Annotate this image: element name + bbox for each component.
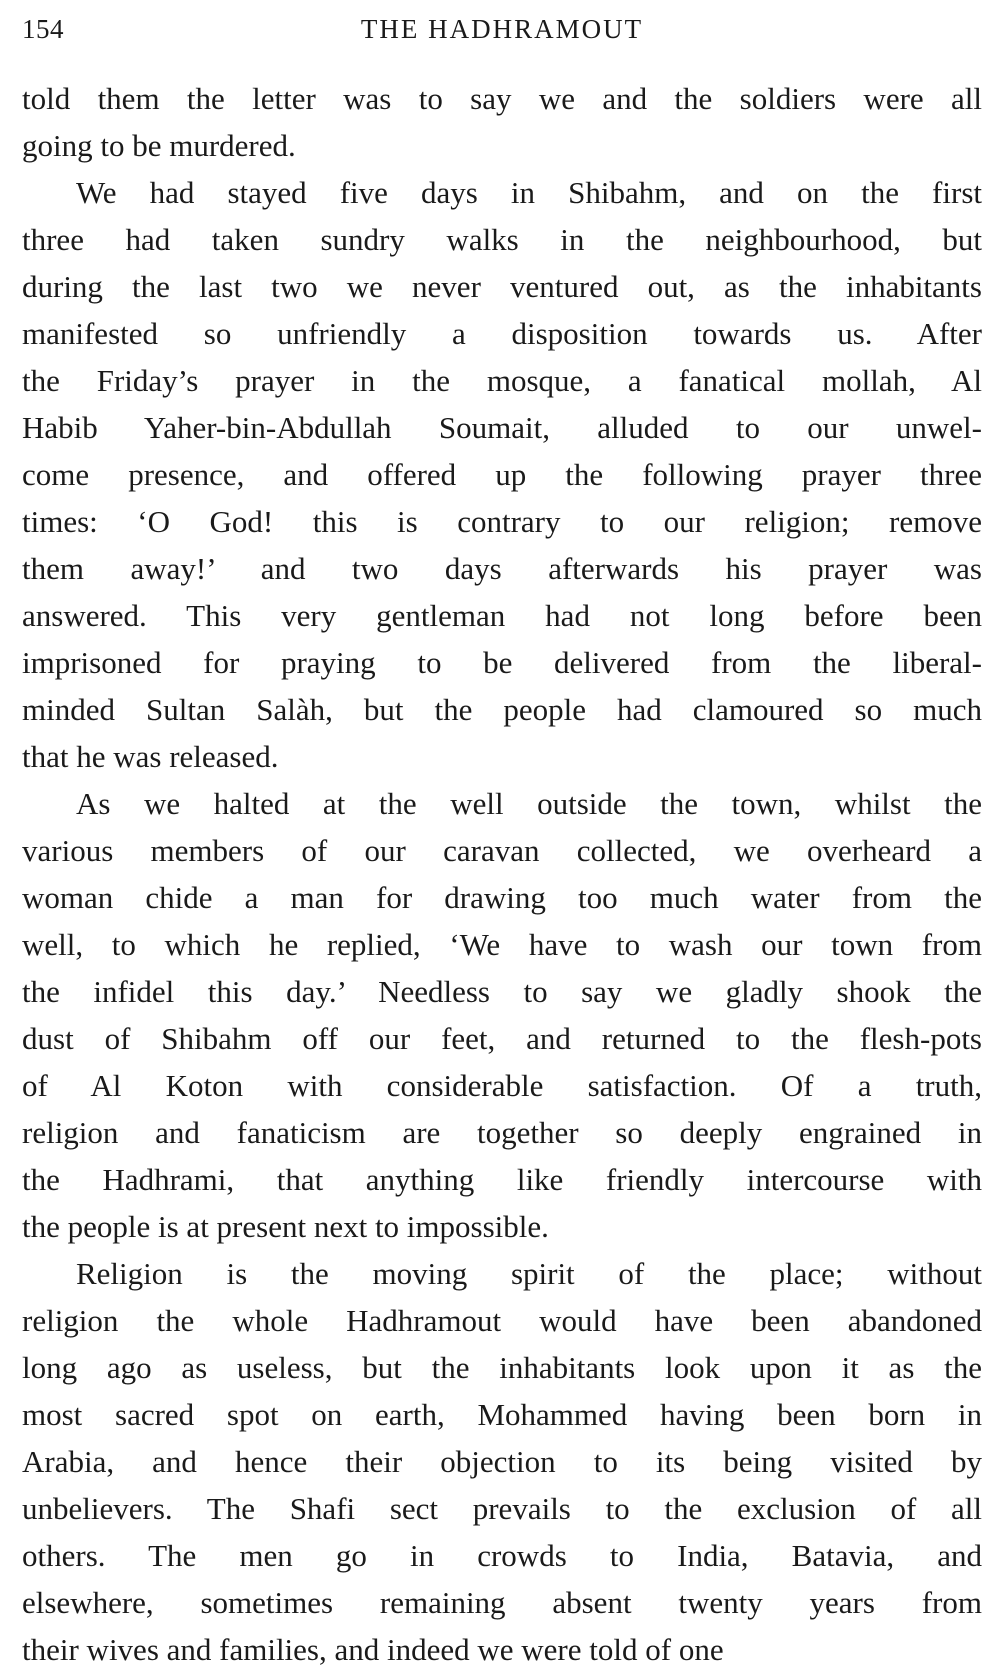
text-line: times: ‘O God! this is contrary to our religion; remove xyxy=(22,504,982,539)
text-line: We had stayed five days in Shibahm, and on the first xyxy=(76,175,982,210)
text-line: imprisoned for praying to be delivered from the liberal- xyxy=(22,645,982,680)
text-line: religion the whole Hadhramout would have been abandoned xyxy=(22,1303,982,1338)
text-line: their wives and families, and indeed we were told of one xyxy=(22,1632,724,1667)
text-line: of Al Koton with considerable satisfaction. Of a truth, xyxy=(22,1068,982,1103)
text-line: Arabia, and hence their objection to its being visited by xyxy=(22,1444,982,1479)
text-line: during the last two we never ventured out, as the inhabitants xyxy=(22,269,982,304)
text-line: well, to which he replied, ‘We have to wash our town from xyxy=(22,927,982,962)
text-line: long ago as useless, but the inhabitants look upon it as the xyxy=(22,1350,982,1385)
running-head: THE HADHRAMOUT xyxy=(360,14,644,44)
text-line: religion and fanaticism are together so deeply engrained in xyxy=(22,1115,982,1150)
text-line: Habib Yaher-bin-Abdullah Soumait, alluded to our unwel- xyxy=(22,410,982,445)
paragraph xyxy=(22,780,982,1250)
text-line: others. The men go in crowds to India, Batavia, and xyxy=(22,1538,982,1573)
text-line: dust of Shibahm off our feet, and returned to the flesh-pots xyxy=(22,1021,982,1056)
paragraph xyxy=(22,75,982,169)
text-line: elsewhere, sometimes remaining absent twenty years from xyxy=(22,1585,982,1620)
page-header xyxy=(22,0,982,58)
text-line: come presence, and offered up the following prayer three xyxy=(22,457,982,492)
text-line: them away!’ and two days afterwards his prayer was xyxy=(22,551,982,586)
text-line: Religion is the moving spirit of the place; without xyxy=(76,1256,982,1291)
text-line: the infidel this day.’ Needless to say we gladly shook the xyxy=(22,974,982,1009)
text-line: As we halted at the well outside the town, whilst the xyxy=(76,786,982,821)
text-line: three had taken sundry walks in the neighbourhood, but xyxy=(22,222,982,257)
text-line: various members of our caravan collected, we overheard a xyxy=(22,833,982,868)
text-line: told them the letter was to say we and the soldiers were all xyxy=(22,81,982,116)
book-page xyxy=(22,0,982,1677)
text-line: the Hadhrami, that anything like friendly intercourse with xyxy=(22,1162,982,1197)
text-line: unbelievers. The Shafi sect prevails to the exclusion of all xyxy=(22,1491,982,1526)
text-line: the Friday’s prayer in the mosque, a fanatical mollah, Al xyxy=(22,363,982,398)
text-line: most sacred spot on earth, Mohammed having been born in xyxy=(22,1397,982,1432)
text-line: manifested so unfriendly a disposition towards us. After xyxy=(22,316,982,351)
text-line: that he was released. xyxy=(22,739,279,774)
paragraph xyxy=(22,169,982,780)
text-line: woman chide a man for drawing too much water from the xyxy=(22,880,982,915)
text-line: the people is at present next to impossible. xyxy=(22,1209,549,1244)
text-line: answered. This very gentleman had not long before been xyxy=(22,598,982,633)
text-line: minded Sultan Salàh, but the people had clamoured so much xyxy=(22,692,982,727)
page-number: 154 xyxy=(22,14,64,44)
paragraph xyxy=(22,1250,982,1673)
text-line: going to be murdered. xyxy=(22,128,296,163)
body-text xyxy=(22,75,982,1673)
